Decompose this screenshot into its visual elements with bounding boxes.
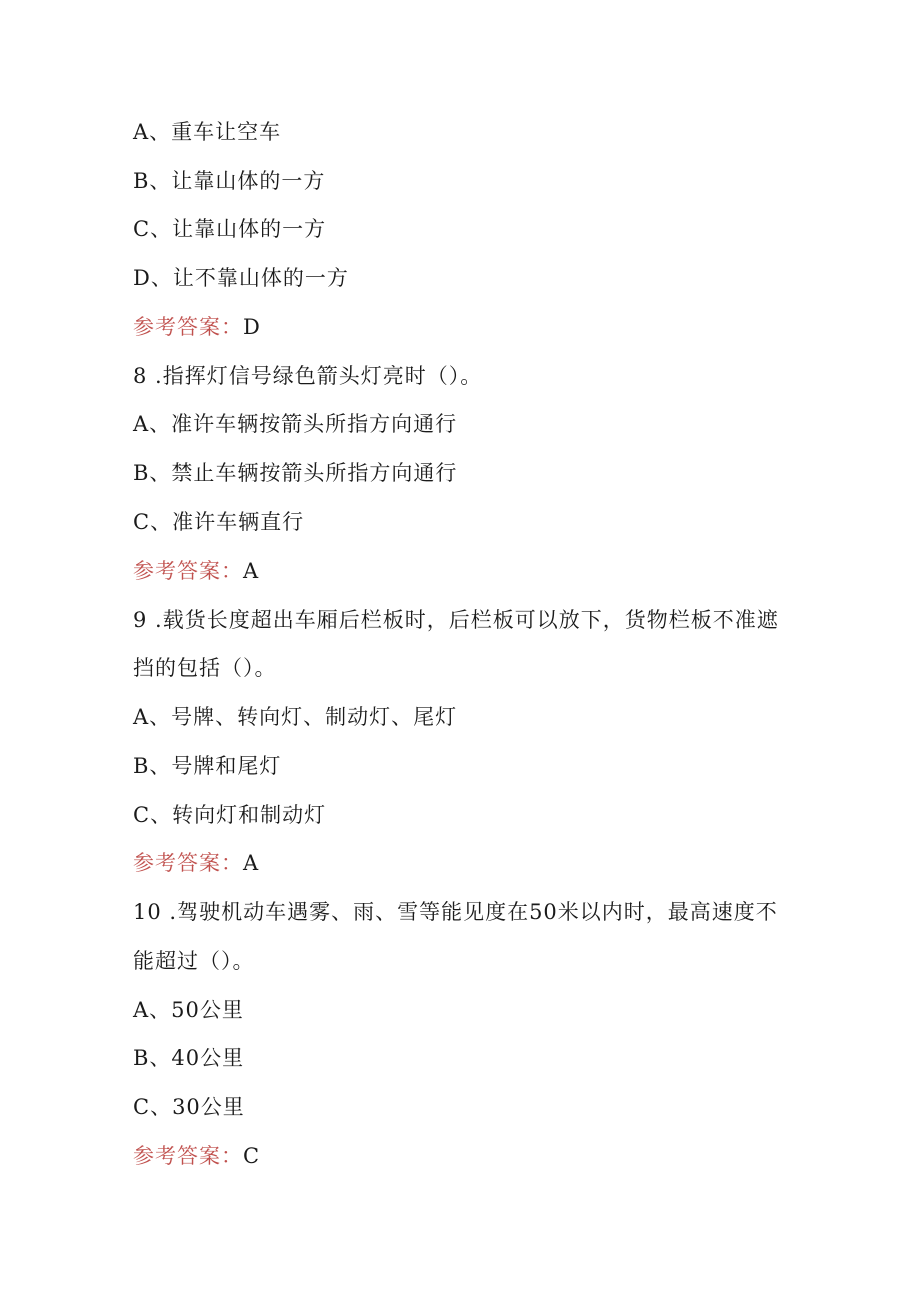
answer-label: 参考答案： [133, 851, 243, 875]
q10-question-line1: 10 .驾驶机动车遇雾、雨、雪等能见度在50米以内时，最高速度不 [133, 900, 778, 924]
q10-option-b: B、40公里 [133, 1046, 245, 1070]
q8-option-a: A、准许车辆按箭头所指方向通行 [133, 412, 458, 436]
answer-label: 参考答案： [133, 1144, 243, 1168]
q10-answer [133, 1143, 260, 1169]
q7-option-b: B、让靠山体的一方 [133, 169, 326, 193]
q9-answer [133, 850, 259, 876]
answer-value: A [243, 559, 260, 583]
answer-value: C [243, 1144, 261, 1168]
q9-option-b: B、号牌和尾灯 [133, 754, 282, 778]
q8-option-b: B、禁止车辆按箭头所指方向通行 [133, 461, 458, 485]
q9-option-a: A、号牌、转向灯、制动灯、尾灯 [133, 705, 458, 729]
q8-option-c: C、准许车辆直行 [133, 510, 305, 534]
q10-option-c: C、30公里 [133, 1095, 245, 1119]
answer-label: 参考答案： [133, 559, 243, 583]
q9-question-line2: 挡的包括（）。 [133, 656, 277, 680]
q9-option-c: C、转向灯和制动灯 [133, 803, 327, 827]
q9-question-line1: 9 .载货长度超出车厢后栏板时，后栏板可以放下，货物栏板不准遮 [133, 608, 779, 632]
q7-option-a: A、重车让空车 [133, 120, 282, 144]
q8-answer [133, 558, 259, 584]
q7-option-d: D、让不靠山体的一方 [133, 266, 349, 290]
q10-question-line2: 能超过（）。 [133, 949, 255, 973]
q10-option-a: A、50公里 [133, 998, 244, 1022]
answer-label: 参考答案： [133, 315, 243, 339]
q7-option-c: C、让靠山体的一方 [133, 217, 327, 241]
q7-answer [133, 314, 261, 340]
q8-question: 8 .指挥灯信号绿色箭头灯亮时（）。 [133, 364, 483, 388]
answer-value: D [243, 315, 261, 339]
answer-value: A [243, 851, 260, 875]
